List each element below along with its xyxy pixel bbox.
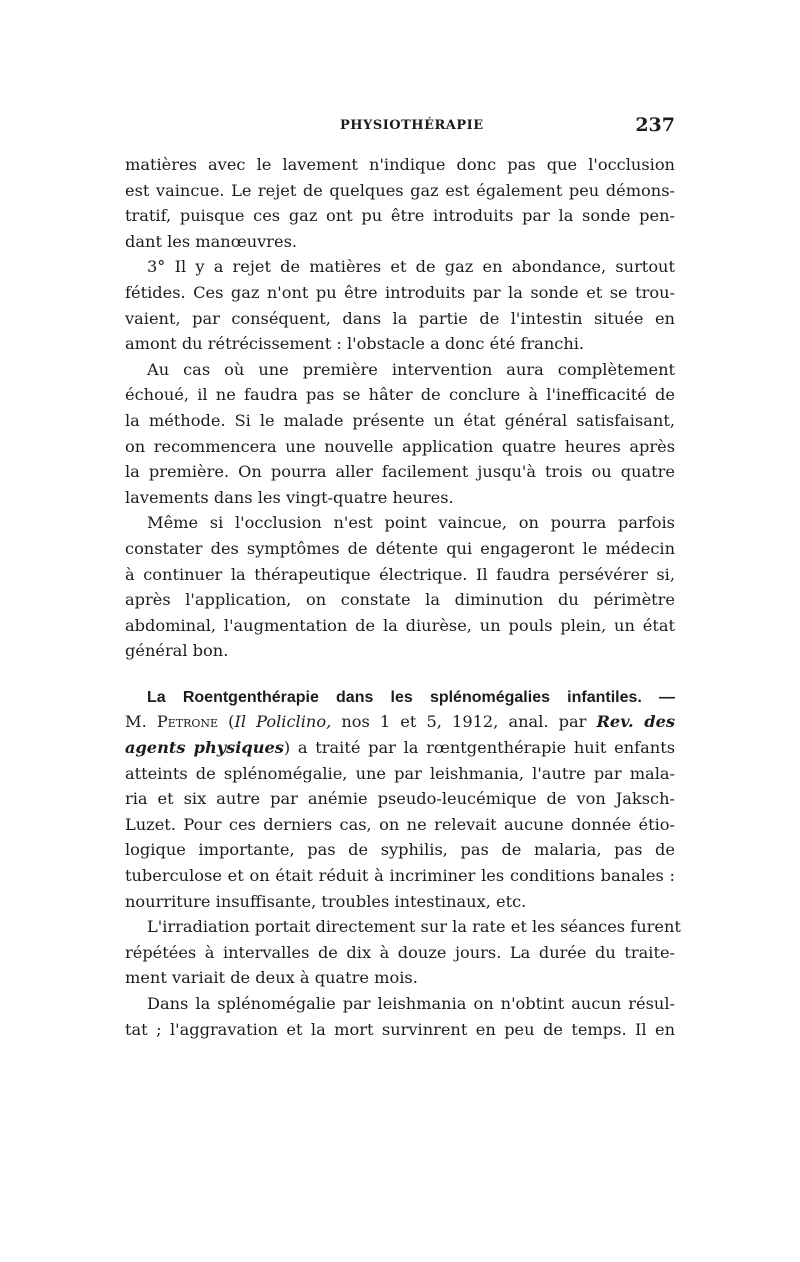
- running-title: PHYSIOTHÉRAPIE: [340, 118, 484, 133]
- text-line: après l'application, on constate la diminution du périmètre: [125, 590, 675, 610]
- text-line: dant les manœuvres.: [125, 231, 298, 251]
- section-heading-line: [125, 684, 675, 710]
- text-line: échoué, il ne faudra pas se hâter de conclure à l'inefficacité de: [125, 385, 675, 405]
- text-line: amont du rétrécissement : l'obstacle a donc été franchi.: [125, 334, 585, 354]
- section-heading: La Roentgenthérapie dans les splénomégalies infantiles. —: [147, 688, 675, 706]
- ref-numbers: nos 1 et 5, 1912, anal. par: [331, 712, 597, 732]
- section-roentgentherapy: [125, 684, 675, 914]
- review-des: des: [633, 712, 675, 732]
- paragraph-third-case: [125, 254, 675, 356]
- section-gap: [125, 664, 675, 684]
- review-abbr: Rev.: [596, 712, 634, 732]
- text-line: tat ; l'aggravation et la mort survinrent en peu de temps. Il en: [125, 1019, 675, 1039]
- text-line: [125, 709, 675, 735]
- paragraph-leishmania: [125, 991, 675, 1042]
- text-line: fétides. Ces gaz n'ont pu être introduits par la sonde et se trou-: [125, 282, 675, 302]
- text-line: on recommencera une nouvelle application quatre heures après: [125, 436, 675, 456]
- page-number: 237: [635, 114, 675, 136]
- paragraph-continuation: [125, 152, 675, 254]
- text-line: abdominal, l'augmentation de la diurèse, un pouls plein, un état: [125, 615, 675, 635]
- text-line: Au cas où une première intervention aura complètement: [147, 359, 675, 379]
- text-line: nourriture insuffisante, troubles intestinaux, etc.: [125, 891, 527, 911]
- text-line: Dans la splénomégalie par leishmania on n'obtint aucun résul-: [147, 994, 675, 1013]
- text-line: Luzet. Pour ces derniers cas, on ne relevait aucune donnée étio-: [125, 814, 675, 834]
- text-line: ria et six autre par anémie pseudo-leucémique de von Jaksch-: [125, 789, 675, 809]
- review-journal: agents physiques: [125, 738, 284, 758]
- text-line: tratif, puisque ces gaz ont pu être introduits par la sonde pen-: [125, 206, 675, 226]
- paragraph-perseverance: [125, 510, 675, 664]
- text-line: répétées à intervalles de dix à douze jours. La durée du traite-: [125, 942, 675, 962]
- text-line: à continuer la thérapeutique électrique. Il faudra persévérer si,: [125, 564, 675, 584]
- running-head: [125, 112, 675, 142]
- text-run: ) a traité par la rœntgenthérapie huit enfants: [283, 738, 676, 758]
- text-line: la méthode. Si le malade présente un état général satisfaisant,: [125, 410, 675, 430]
- text-line: 3° Il y a rejet de matières et de gaz en abondance, surtout: [147, 257, 675, 277]
- text-line: ment variait de deux à quatre mois.: [125, 968, 418, 988]
- text-line: constater des symptômes de détente qui engageront le médecin: [125, 538, 675, 558]
- paragraph-irradiation: [125, 914, 681, 991]
- ref-open: (: [218, 712, 235, 732]
- journal-title: Il Policlino,: [234, 712, 332, 732]
- paragraph-failure: [125, 357, 675, 511]
- book-page: [125, 112, 681, 1042]
- text-line: matières avec le lavement n'indique donc pas que l'occlusion: [125, 155, 675, 174]
- text-line: L'irradiation portait directement sur la rate et les séances furent: [147, 917, 681, 937]
- text-line: lavements dans les vingt-quatre heures.: [125, 487, 454, 507]
- text-line: [125, 735, 675, 761]
- author-prefix: M.: [125, 712, 157, 732]
- body-text: [125, 152, 681, 1042]
- text-line: Même si l'occlusion n'est point vaincue, on pourra parfois: [147, 513, 675, 533]
- text-line: vaient, par conséquent, dans la partie de l'intestin située en: [125, 308, 675, 328]
- text-line: atteints de splénomégalie, une par leishmania, l'autre par mala-: [125, 763, 675, 783]
- text-line: est vaincue. Le rejet de quelques gaz est également peu démons-: [125, 180, 675, 200]
- text-line: logique importante, pas de syphilis, pas de malaria, pas de: [125, 840, 675, 860]
- text-line: général bon.: [125, 641, 229, 661]
- text-line: tuberculose et on était réduit à incriminer les conditions banales :: [125, 866, 675, 886]
- author-name: Petrone: [156, 712, 219, 732]
- text-line: la première. On pourra aller facilement jusqu'à trois ou quatre: [125, 462, 675, 482]
